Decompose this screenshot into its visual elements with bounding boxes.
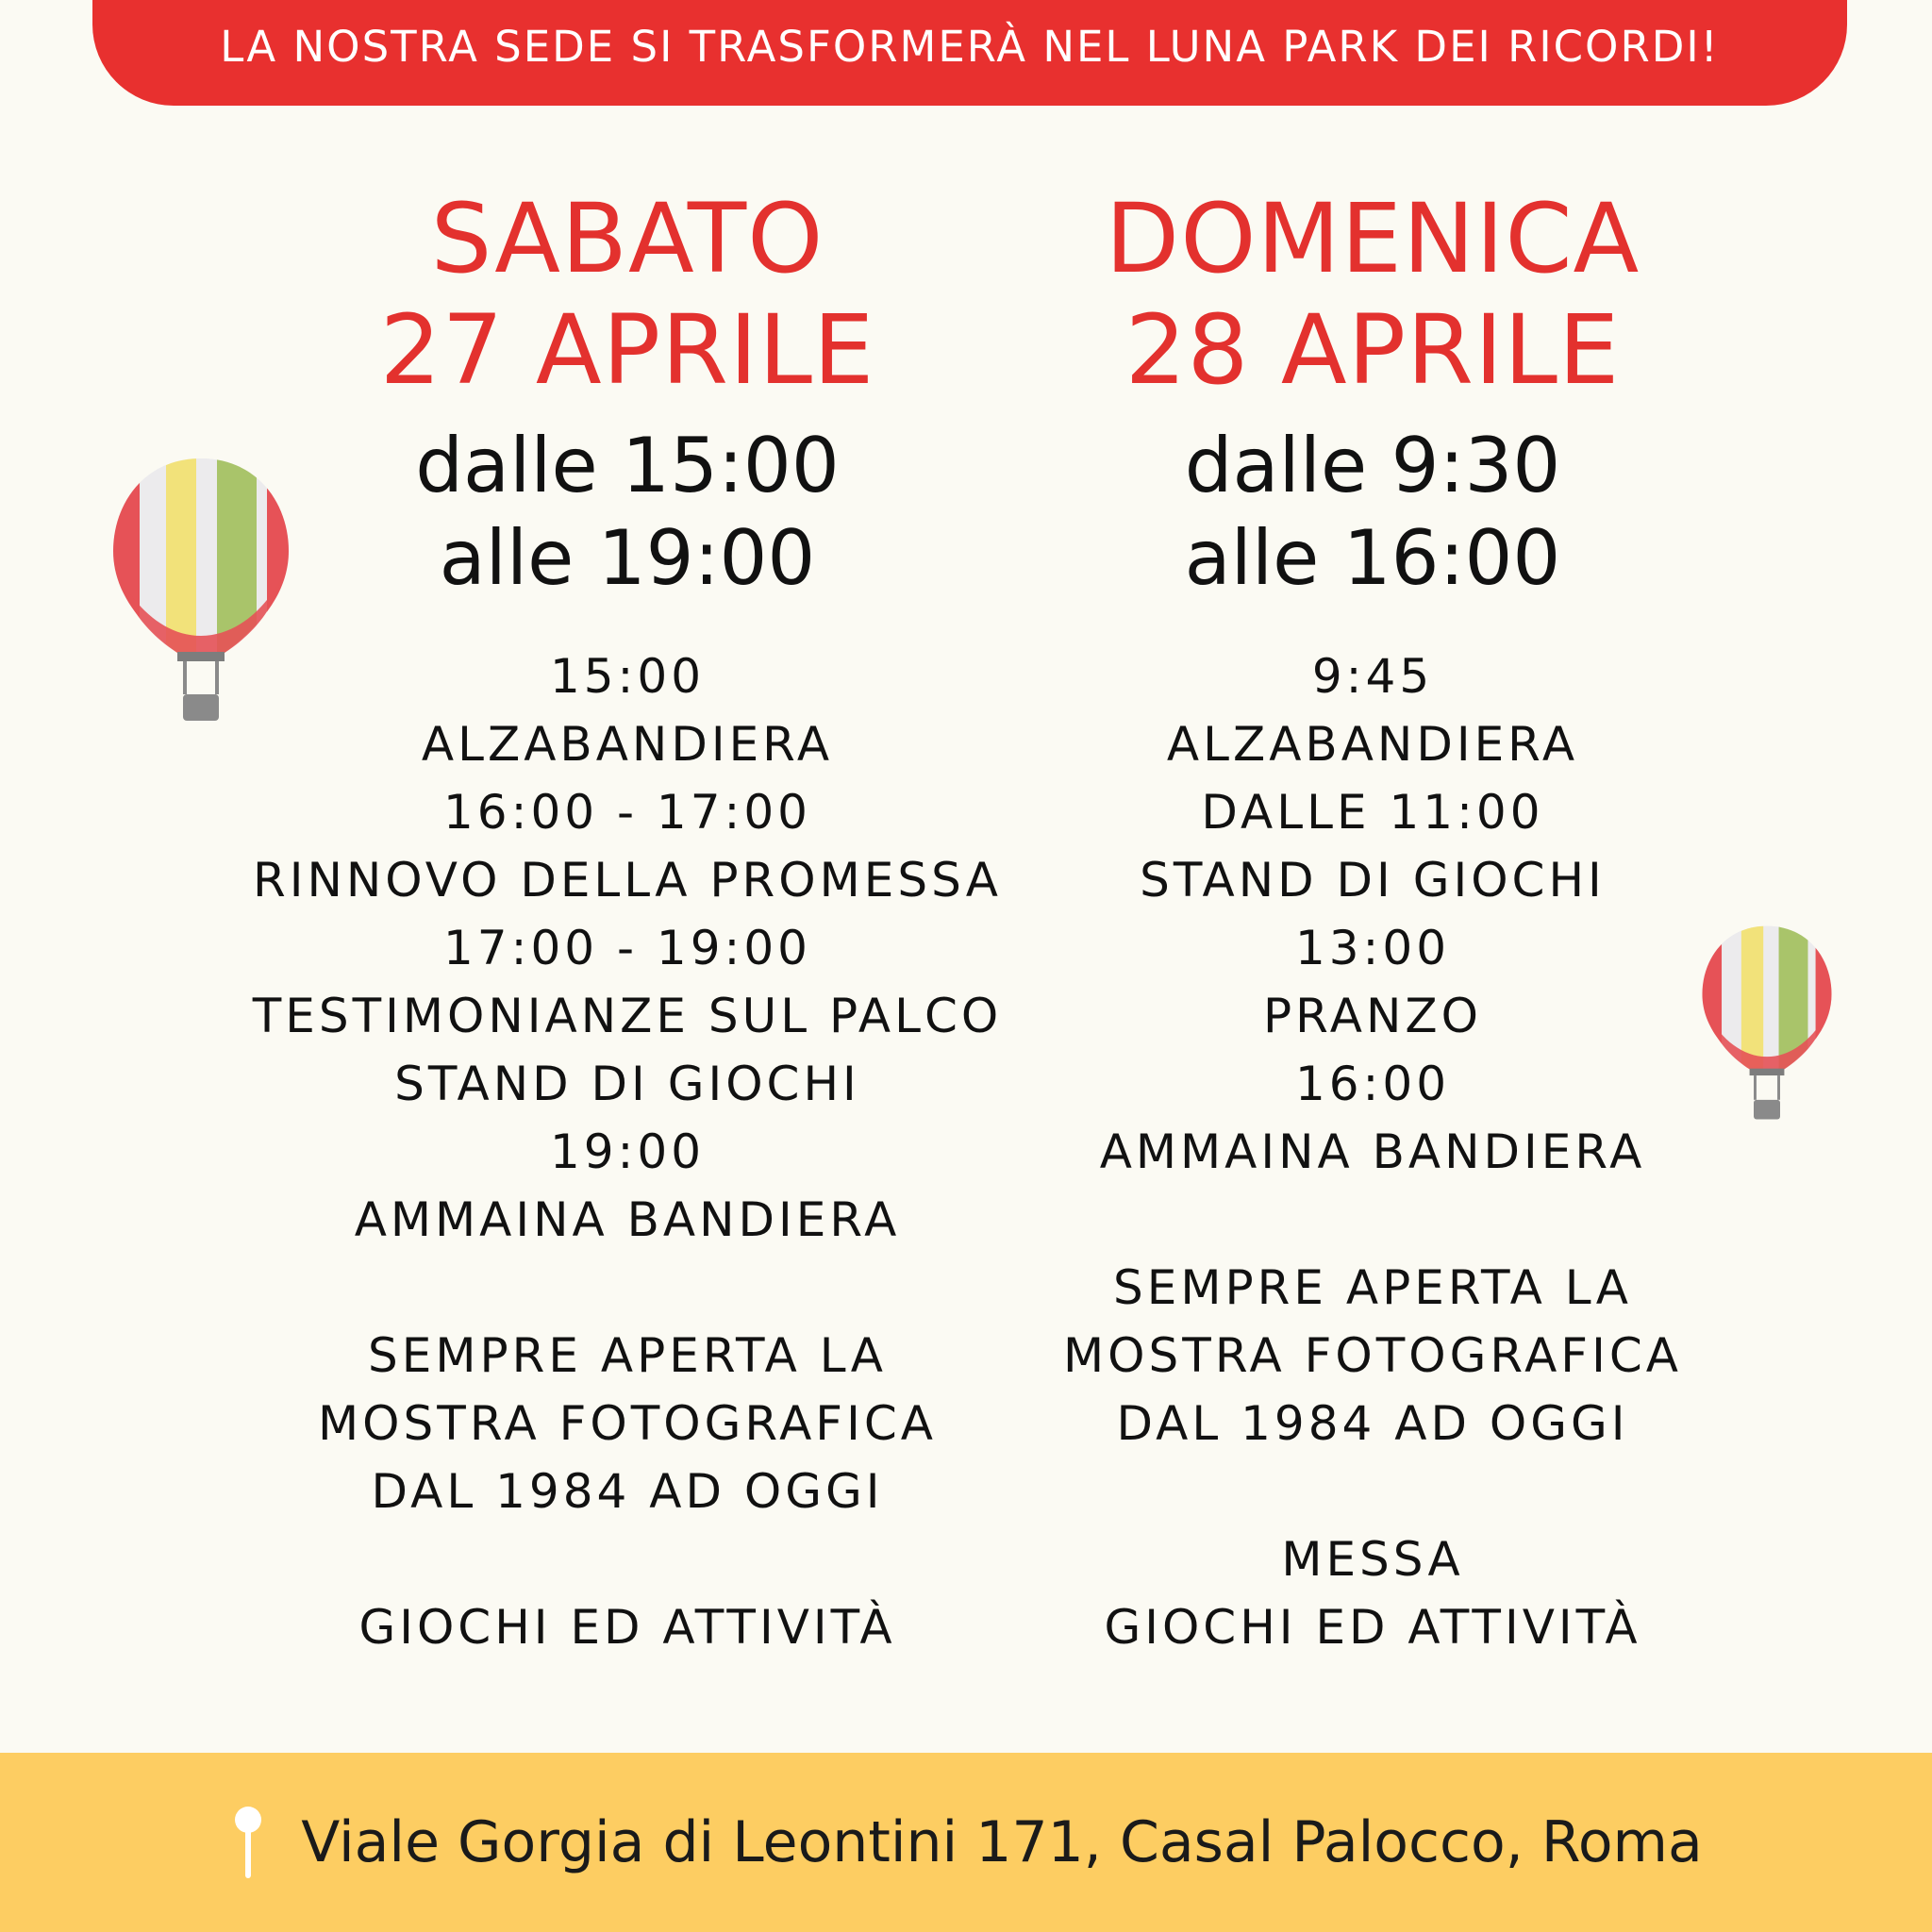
sunday-column [967, 184, 1778, 1661]
schedule-line: MOSTRA FOTOGRAFICA [1063, 1328, 1682, 1383]
sunday-hours [1185, 420, 1561, 605]
schedule-line [1063, 1457, 1682, 1525]
saturday-schedule [253, 642, 1003, 1661]
sunday-to: alle 16:00 [1184, 514, 1561, 602]
schedule-line: 19:00 [549, 1124, 706, 1179]
sunday-schedule [1063, 642, 1682, 1661]
schedule-line: 17:00 - 19:00 [442, 921, 811, 975]
schedule-line: ALZABANDIERA [421, 717, 834, 772]
address-text: Viale Gorgia di Leontini 171, Casal Palocco, Roma [301, 1809, 1703, 1875]
saturday-to: alle 19:00 [439, 514, 816, 602]
schedule-line: DALLE 11:00 [1201, 785, 1544, 840]
saturday-day: SABATO [430, 183, 824, 295]
schedule-line: GIOCHI ED ATTIVITÀ [1104, 1600, 1641, 1655]
schedule-line: SEMPRE APERTA LA [368, 1328, 887, 1383]
schedule-line: GIOCHI ED ATTIVITÀ [358, 1600, 896, 1655]
schedule-line: MOSTRA FOTOGRAFICA [318, 1396, 937, 1451]
saturday-from: dalle 15:00 [415, 422, 840, 509]
schedule-line: ALZABANDIERA [1166, 717, 1579, 772]
schedule-line: SEMPRE APERTA LA [1113, 1260, 1632, 1315]
schedule-line: AMMAINA BANDIERA [354, 1192, 901, 1247]
schedule-line: RINNOVO DELLA PROMESSA [253, 853, 1002, 908]
banner-text: LA NOSTRA SEDE SI TRASFORMERÀ NEL LUNA PARK DEI RICORDI! [220, 22, 1720, 72]
schedule-line: TESTIMONIANZE SUL PALCO [252, 989, 1003, 1043]
schedule-line [253, 1525, 1003, 1593]
sunday-from: dalle 9:30 [1184, 422, 1561, 509]
schedule-line [253, 1254, 1003, 1322]
location-pin-icon [229, 1805, 267, 1880]
schedule-line: 16:00 - 17:00 [442, 785, 811, 840]
schedule-line: 16:00 [1294, 1057, 1451, 1111]
top-banner [92, 0, 1847, 106]
saturday-hours [415, 420, 839, 605]
schedule-line: STAND DI GIOCHI [394, 1057, 860, 1111]
schedule-line: 15:00 [549, 649, 706, 704]
schedule-line: DAL 1984 AD OGGI [1116, 1396, 1629, 1451]
schedule-line: MESSA [1281, 1532, 1464, 1587]
sunday-day: DOMENICA [1105, 183, 1641, 295]
schedule-line [1063, 1186, 1682, 1254]
schedule-line: AMMAINA BANDIERA [1099, 1124, 1646, 1179]
address-bar [0, 1753, 1932, 1932]
schedule-line: PRANZO [1262, 989, 1483, 1043]
sunday-date: 28 APRILE [1124, 294, 1621, 407]
saturday-column [217, 184, 1038, 1661]
schedule-line: DAL 1984 AD OGGI [371, 1464, 884, 1519]
schedule-line: STAND DI GIOCHI [1140, 853, 1606, 908]
saturday-date: 27 APRILE [379, 294, 875, 407]
schedule-line: 9:45 [1311, 649, 1434, 704]
schedule-line: 13:00 [1294, 921, 1451, 975]
